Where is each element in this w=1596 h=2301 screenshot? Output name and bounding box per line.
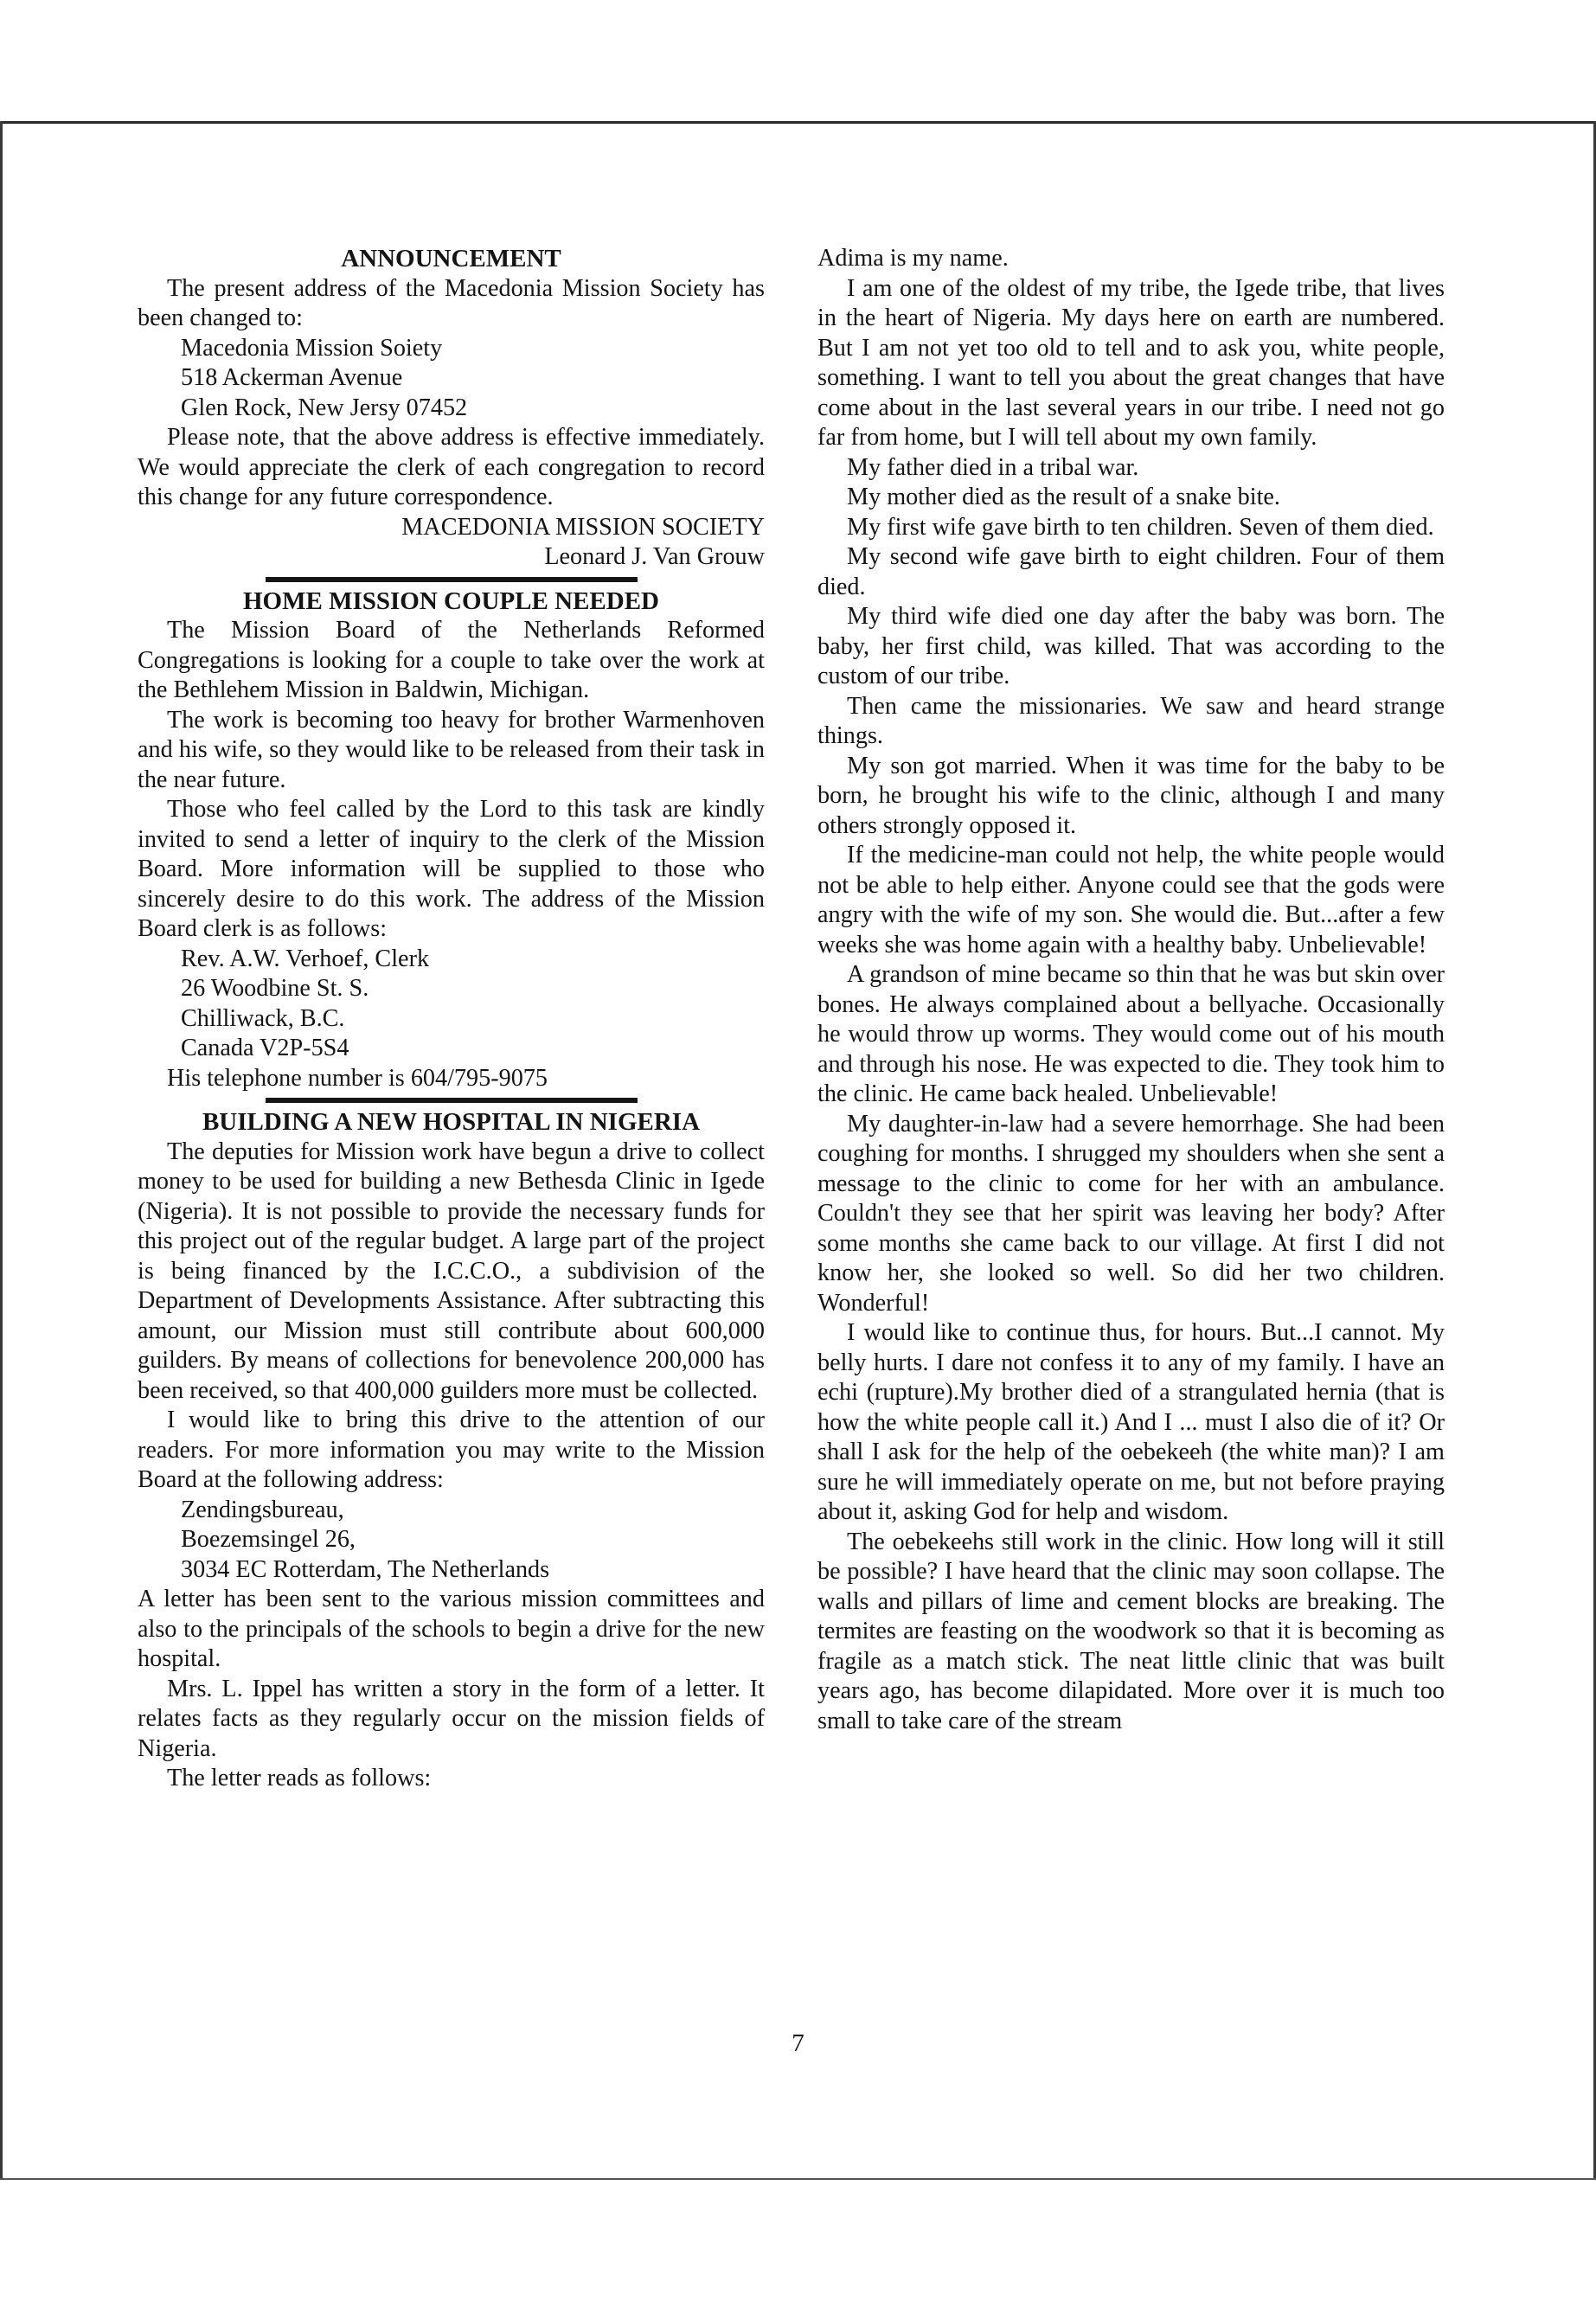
- letter-paragraph: My third wife died one day after the baby was born. The baby, her first child, was killed. That was according to the custom of our tribe.: [817, 603, 1445, 689]
- hospital-paragraph: Mrs. L. Ippel has written a story in the form of a letter. It relates facts as they regularly occur on the mission fields of Nigeria.: [138, 1675, 765, 1762]
- hospital-section: [138, 1107, 765, 1794]
- section-divider: [266, 1098, 638, 1103]
- home-mission-section: [138, 586, 765, 1094]
- clerk-address: [138, 945, 765, 1064]
- page-border-top: [0, 121, 1596, 124]
- right-column: [817, 244, 1445, 1736]
- address-line: Boezemsingel 26,: [181, 1526, 356, 1553]
- letter-paragraph: The oebekeehs still work in the clinic. How long will it still be possible? I have heard that the clinic may soon collapse. The walls and pillars of lime and cement blocks are breaking. The termites are feasting on the woodwork so that it is becoming as fragile as a match stick. The neat little clinic that was built years ago, has become dilapidated. More over it is much too small to take care of the stream: [817, 1528, 1445, 1734]
- hospital-paragraph: I would like to bring this drive to the attention of our readers. For more information you may write to the Mission Board at the following address:: [138, 1407, 765, 1493]
- telephone-line: His telephone number is 604/795-9075: [167, 1064, 548, 1092]
- announcement-section: [138, 244, 765, 573]
- letter-paragraph: My father died in a tribal war.: [847, 453, 1139, 481]
- letter-paragraph: My mother died as the result of a snake bite.: [847, 484, 1280, 510]
- home-mission-title: HOME MISSION COUPLE NEEDED: [243, 586, 659, 615]
- address-line: Canada V2P-5S4: [181, 1035, 349, 1061]
- letter-paragraph: Then came the missionaries. We saw and heard strange things.: [817, 692, 1445, 749]
- hospital-paragraph: The letter reads as follows:: [167, 1765, 432, 1791]
- announcement-title: ANNOUNCEMENT: [341, 245, 561, 272]
- address-line: Chilliwack, B.C.: [181, 1004, 345, 1032]
- announcement-paragraph: The present address of the Macedonia Mission Society has been changed to:: [138, 274, 765, 331]
- address-line: 3034 EC Rotterdam, The Netherlands: [181, 1555, 550, 1583]
- address-line: Zendingsbureau,: [181, 1496, 344, 1523]
- hospital-paragraph: A letter has been sent to the various mission committees and also to the principals of the schools to begin a drive for the new hospital.: [138, 1586, 765, 1672]
- page-number: 7: [792, 2029, 804, 2057]
- rotterdam-address: [138, 1496, 765, 1586]
- letter-section: [817, 244, 1445, 1736]
- letter-paragraph: I am one of the oldest of my tribe, the Igede tribe, that lives in the heart of Nigeria. My days here on earth are numbered. But I am not yet too old to tell and to ask you, white people, something. I want to tell you about the great changes that have come about in the last several years in our tribe. I need not go far from home, but I will tell about my own family.: [817, 274, 1445, 451]
- letter-paragraph: I would like to continue thus, for hours. But...I cannot. My belly hurts. I dare not confess it to any of my family. I have an echi (rupture).My brother died of a strangulated hernia (that is how the white people call it.) And I ... must I also die of it? Or shall I ask for the help of the oebekeeh (the white man)? I am sure he will immediately operate on me, but not before praying about it, asking God for help and wisdom.: [817, 1319, 1445, 1525]
- address-line: Macedonia Mission Soiety: [181, 334, 443, 362]
- left-column: [138, 244, 765, 1794]
- address-line: Rev. A.W. Verhoef, Clerk: [181, 945, 430, 972]
- home-mission-paragraph: Those who feel called by the Lord to this task are kindly invited to send a letter of inquiry to the clerk of the Mission Board. More information will be supplied to those who sincerely desire to do this work. The address of the Mission Board clerk is as follows:: [138, 796, 765, 942]
- letter-paragraph: My first wife gave birth to ten children. Seven of them died.: [847, 513, 1434, 541]
- section-divider: [266, 577, 638, 582]
- letter-paragraph: My second wife gave birth to eight children. Four of them died.: [817, 543, 1445, 600]
- signature-name: Leonard J. Van Grouw: [544, 543, 765, 570]
- home-mission-paragraph: The work is becoming too heavy for brother Warmenhoven and his wife, so they would like to be released from their task in the near future.: [138, 706, 765, 793]
- society-address: [138, 334, 765, 424]
- home-mission-paragraph: The Mission Board of the Netherlands Reformed Congregations is looking for a couple to take over the work at the Bethlehem Mission in Baldwin, Michigan.: [138, 617, 765, 703]
- address-line: Glen Rock, New Jersy 07452: [181, 394, 468, 421]
- letter-paragraph: My daughter-in-law had a severe hemorrhage. She had been coughing for months. I shrugged my shoulders when she sent a message to the clinic to come for her with an ambulance. Couldn't they see that her spirit was leaving her body? After some months she came back to our village. At first I did not know her, she looked so well. So did her two children. Wonderful!: [817, 1110, 1445, 1317]
- announcement-paragraph: Please note, that the above address is effective immediately. We would appreciate the clerk of each congregation to record this change for any future correspondence.: [138, 424, 765, 510]
- hospital-paragraph: The deputies for Mission work have begun a drive to collect money to be used for building a new Bethesda Clinic in Igede (Nigeria). It is not possible to provide the necessary funds for this project out of the regular budget. A large part of the project is being financed by the I.C.C.O., a subdivision of the Department of Developments Assistance. After subtracting this amount, our Mission must still contribute about 600,000 guilders. By means of collections for benevolence 200,000 has been received, so that 400,000 guilders more must be collected.: [138, 1138, 765, 1404]
- letter-paragraph: If the medicine-man could not help, the white people would not be able to help either. Anyone could see that the gods were angry with the wife of my son. She would die. But...after a few weeks she was home again with a healthy baby. Unbelievable!: [817, 842, 1445, 958]
- letter-opening: Adima is my name.: [817, 245, 1009, 272]
- page-border-bottom: [0, 2178, 1596, 2180]
- address-line: 26 Woodbine St. S.: [181, 975, 369, 1002]
- page-border-left: [0, 121, 3, 2180]
- signature-organization: MACEDONIA MISSION SOCIETY: [401, 513, 765, 541]
- letter-paragraph: My son got married. When it was time for the baby to be born, he brought his wife to the clinic, although I and many others strongly opposed it.: [817, 752, 1445, 839]
- hospital-title: BUILDING A NEW HOSPITAL IN NIGERIA: [202, 1108, 701, 1136]
- address-line: 518 Ackerman Avenue: [181, 364, 403, 391]
- letter-paragraph: A grandson of mine became so thin that he was but skin over bones. He always complained about a bellyache. Occasionally he would throw up worms. They would come out of his mouth and through his nose. He was expected to die. They took him to the clinic. He came back healed. Unbelievable!: [817, 961, 1445, 1107]
